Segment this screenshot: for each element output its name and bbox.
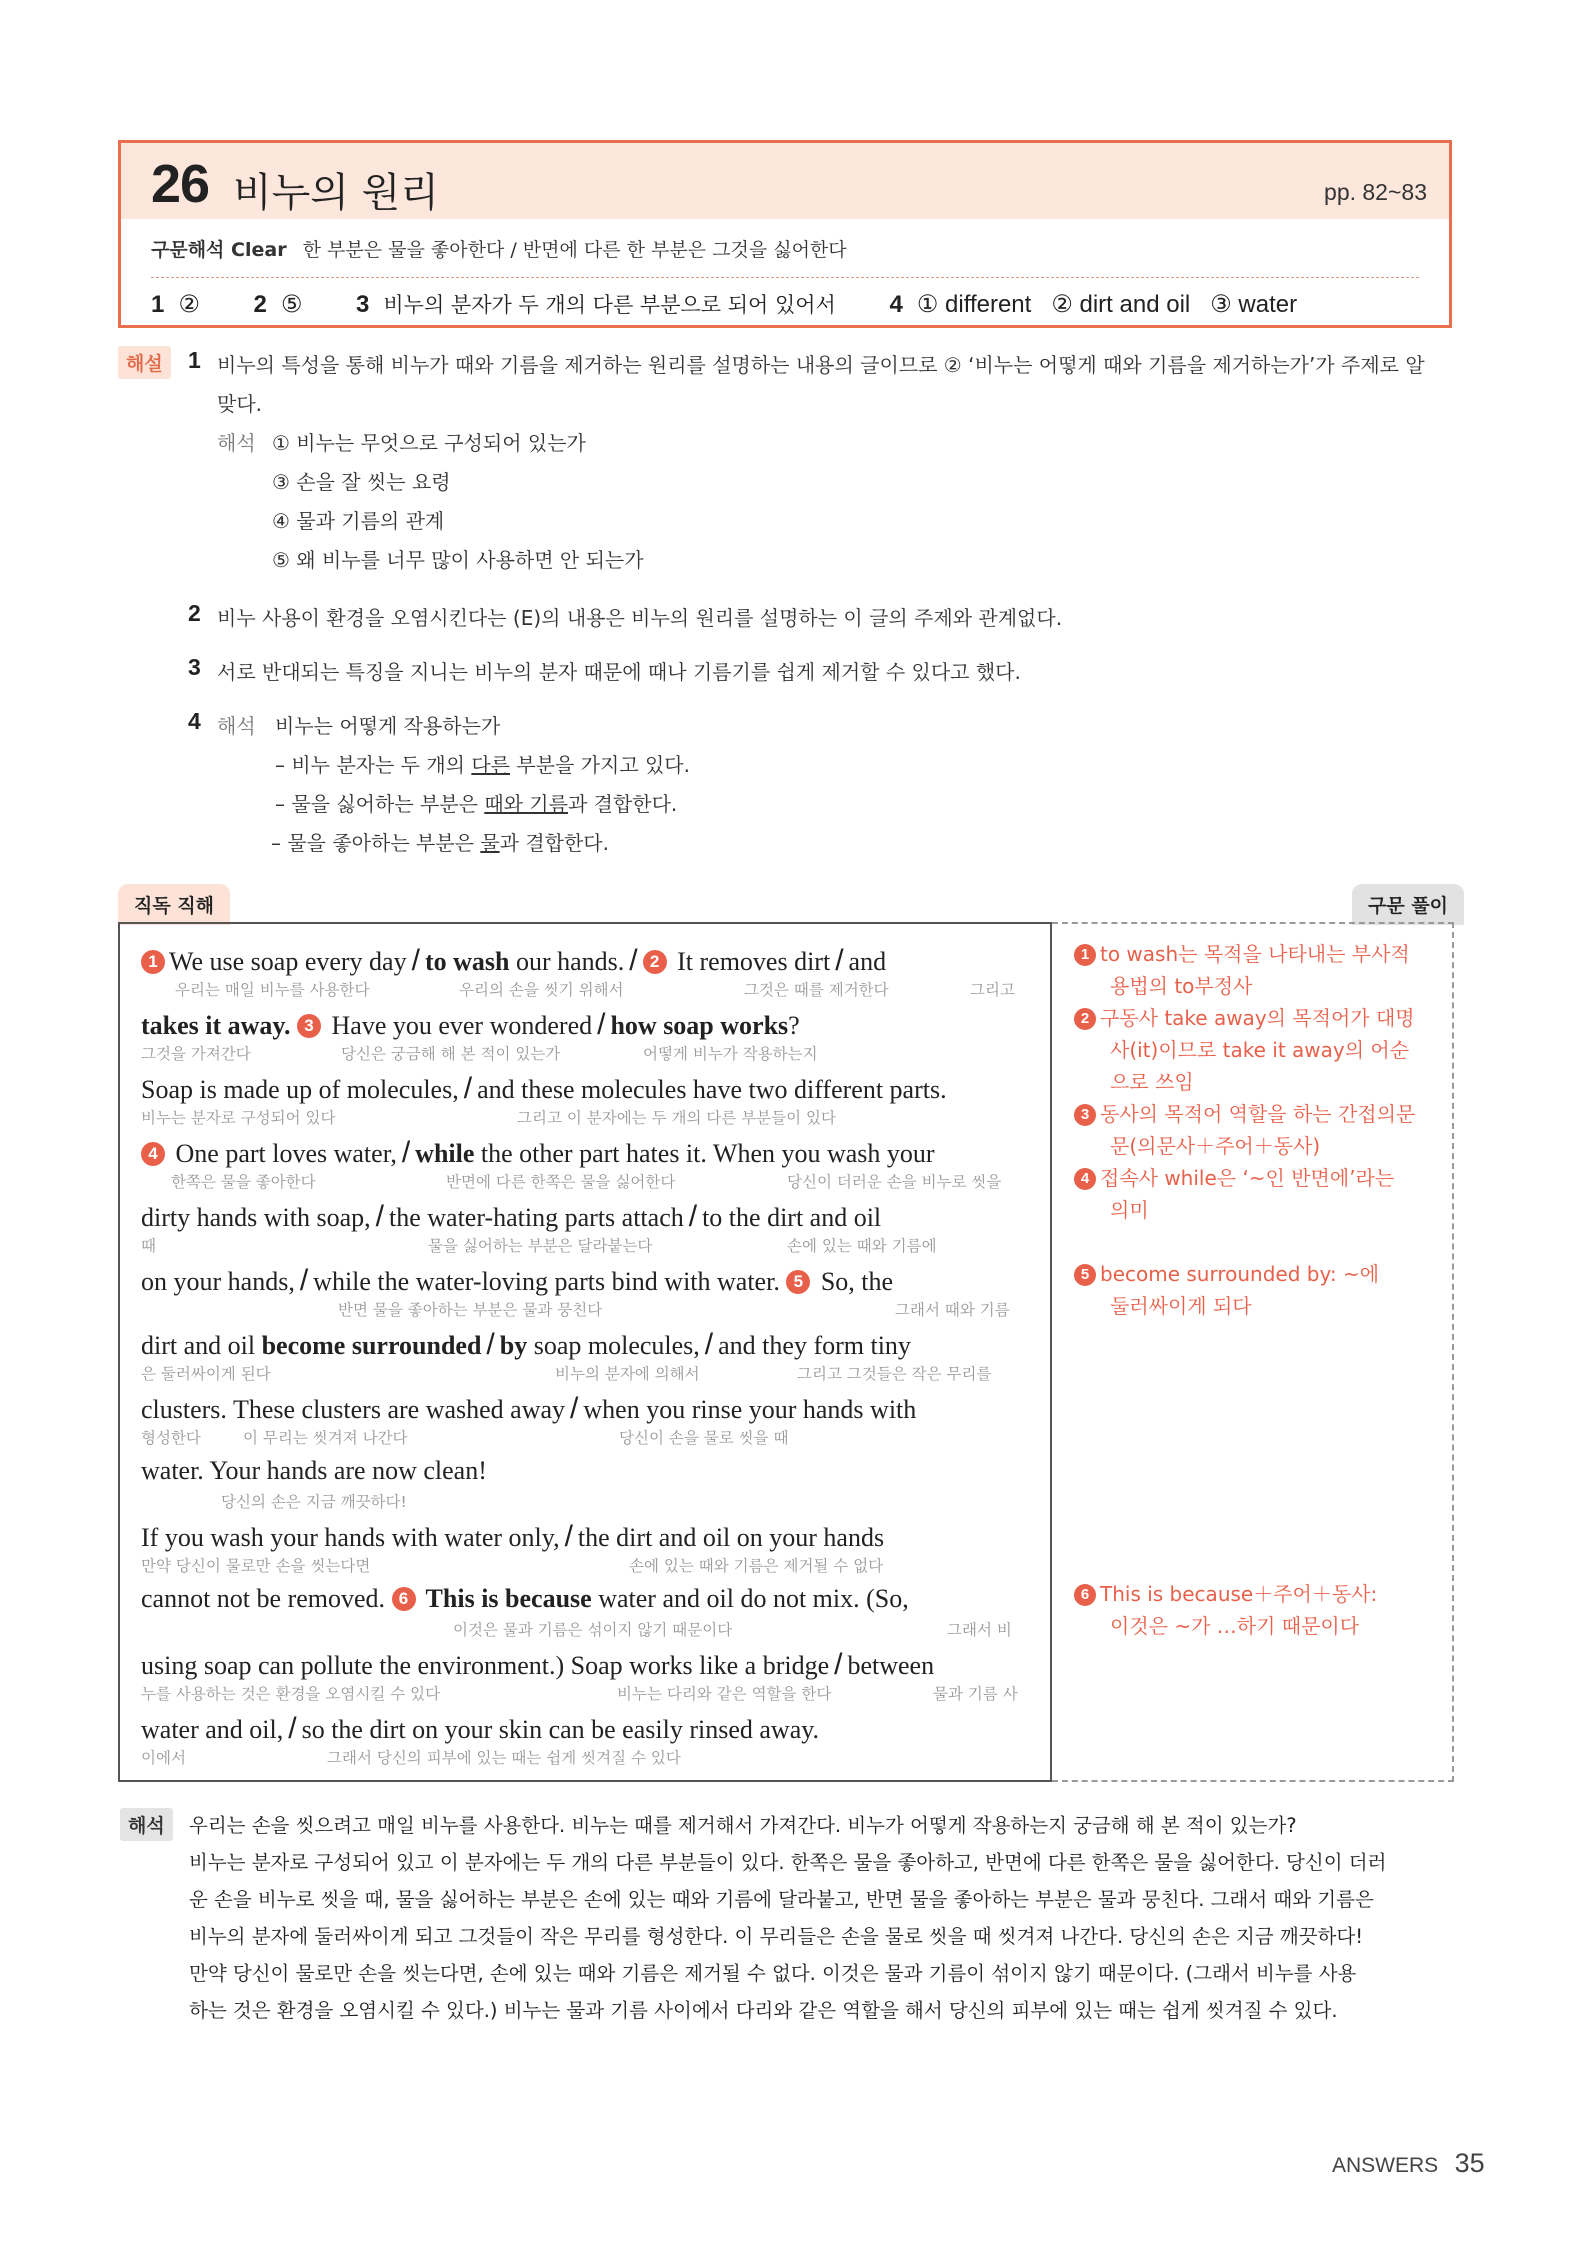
korean-gloss: 우리는 매일 비누를 사용한다 xyxy=(175,981,370,999)
q2-text: 비누 사용이 환경을 오염시킨다는 (E)의 내용은 비누의 원리를 설명하는 이 글의 주제와 관계없다. xyxy=(217,606,1063,630)
q1-option-4: ④ 물과 기름의 관계 xyxy=(272,509,445,533)
english-line xyxy=(141,1264,893,1298)
english-chunk: clusters. These clusters are washed away xyxy=(141,1395,566,1424)
english-line xyxy=(141,1008,800,1042)
chunk-separator: / xyxy=(564,1520,573,1553)
note-number-marker: 5 xyxy=(1074,1264,1096,1286)
translation-badge: 해석 xyxy=(120,1808,173,1841)
korean-gloss: 이것은 물과 기름은 섞이지 않기 때문이다 xyxy=(453,1621,733,1639)
chunk-separator: / xyxy=(704,1328,714,1361)
sentence-number-marker: 3 xyxy=(297,1014,321,1038)
english-chunk: the other part hates it. When you wash your xyxy=(474,1139,935,1168)
korean-gloss: 그리고 xyxy=(970,981,1015,999)
korean-gloss: 때 xyxy=(141,1237,156,1255)
korean-gloss: 비누는 분자로 구성되어 있다 xyxy=(141,1109,336,1127)
english-chunk: cannot not be removed. xyxy=(141,1584,392,1613)
english-chunk: soap molecules, xyxy=(527,1331,700,1360)
korean-gloss-line xyxy=(141,1426,1031,1448)
answer-4: ① different ② dirt and oil ③ water xyxy=(916,291,1298,318)
q4-line-3: – 물을 좋아하는 부분은 물과 결합한다. xyxy=(271,831,609,855)
korean-gloss: 손에 있는 때와 기름에 xyxy=(787,1237,937,1255)
korean-gloss: 당신의 손은 지금 깨끗하다! xyxy=(221,1493,407,1511)
english-chunk: ? xyxy=(788,1011,800,1040)
translation-line-3: 운 손을 비누로 씻을 때, 물을 싫어하는 부분은 손에 있는 때와 기름에 달라붙고, 반면 물을 좋아하는 부분은 물과 뭉친다. 그래서 때와 기름은 xyxy=(189,1888,1374,1911)
english-line xyxy=(141,1520,884,1554)
korean-gloss: 그래서 당신의 피부에 있는 때는 쉽게 씻겨질 수 있다 xyxy=(327,1749,681,1767)
korean-gloss: 손에 있는 때와 기름은 제거될 수 없다 xyxy=(629,1557,884,1575)
answer-2-number: 2 xyxy=(253,291,267,318)
note-text: 사(it)이므로 take it away의 어순 xyxy=(1110,1038,1410,1062)
note-text: to wash는 목적을 나타내는 부사적 xyxy=(1100,942,1410,966)
korean-gloss: 비누의 분자에 의해서 xyxy=(555,1365,700,1383)
korean-gloss: 그것을 가져간다 xyxy=(141,1045,251,1063)
english-chunk: Soap is made up of molecules, xyxy=(141,1075,459,1104)
note-text: 의미 xyxy=(1110,1198,1149,1222)
korean-gloss: 물을 싫어하는 부분은 달라붙는다 xyxy=(428,1237,653,1255)
english-chunk: water and oil, xyxy=(141,1715,284,1744)
footer xyxy=(1332,2148,1485,2179)
korean-gloss: 이 무리는 씻겨져 나간다 xyxy=(243,1429,408,1447)
english-chunk: how soap works xyxy=(610,1011,789,1040)
korean-gloss-line xyxy=(141,1618,1031,1640)
sentence-number-marker: 1 xyxy=(141,950,165,974)
korean-gloss: 반면에 다른 한쪽은 물을 싫어한다 xyxy=(446,1173,676,1191)
note-text: 접속사 while은 ‘~인 반면에’라는 xyxy=(1100,1166,1395,1190)
english-chunk: to wash xyxy=(424,947,510,976)
english-line xyxy=(141,1648,934,1682)
answer-1: ② xyxy=(178,290,200,318)
english-line xyxy=(141,944,886,978)
korean-gloss: 당신이 손을 물로 씻을 때 xyxy=(619,1429,789,1447)
q3-number: 3 xyxy=(188,654,201,680)
footer-label: ANSWERS xyxy=(1332,2154,1439,2177)
chunk-separator: / xyxy=(401,1136,411,1169)
english-chunk: when you rinse your hands with xyxy=(583,1395,917,1424)
q3-text: 서로 반대되는 특징을 지니는 비누의 분자 때문에 때나 기름기를 쉽게 제거할 수 있다고 했다. xyxy=(217,660,1021,684)
grammar-note xyxy=(1074,1098,1444,1162)
korean-gloss: 이에서 xyxy=(141,1749,186,1767)
english-line xyxy=(141,1584,909,1614)
english-chunk: dirty hands with soap, xyxy=(141,1203,371,1232)
chunk-separator: / xyxy=(463,1072,473,1105)
note-text: 이것은 ~가 …하기 때문이다 xyxy=(1110,1614,1360,1638)
chunk-separator: / xyxy=(411,944,420,977)
english-chunk: If you wash your hands with water only, xyxy=(141,1523,560,1552)
chunk-separator: / xyxy=(629,944,638,977)
chunk-separator: / xyxy=(288,1712,297,1745)
english-chunk: while the water-loving parts bind with water. xyxy=(313,1267,787,1296)
korean-gloss: 은 둘러싸이게 된다 xyxy=(141,1365,271,1383)
translation-line-6: 하는 것은 환경을 오염시킬 수 있다.) 비누는 물과 기름 사이에서 다리와 같은 역할을 해서 당신의 피부에 있는 때는 쉽게 씻겨질 수 있다. xyxy=(189,1999,1338,2022)
english-chunk: and they form tiny xyxy=(718,1331,911,1360)
english-chunk: Have you ever wondered xyxy=(325,1011,593,1040)
chunk-separator: / xyxy=(688,1200,698,1233)
english-chunk: This is because xyxy=(419,1584,592,1613)
english-chunk: takes it away. xyxy=(141,1011,291,1040)
clear-label: 구문해석 Clear xyxy=(151,239,287,261)
answer-1-number: 1 xyxy=(151,291,165,318)
korean-gloss: 어떻게 비누가 작용하는지 xyxy=(643,1045,818,1063)
q4-translation-label: 해석 xyxy=(217,714,256,738)
q4-line-1: – 비누 분자는 두 개의 다른 부분을 가지고 있다. xyxy=(275,753,690,777)
dashed-divider xyxy=(151,277,1419,278)
english-line xyxy=(141,1392,916,1426)
note-text: 으로 쓰임 xyxy=(1110,1070,1194,1094)
korean-gloss: 만약 당신이 물로만 손을 씻는다면 xyxy=(141,1557,371,1575)
explanation-badge: 해설 xyxy=(118,346,171,379)
q1-option-3: ③ 손을 잘 씻는 요령 xyxy=(272,470,451,494)
english-chunk: One part loves water, xyxy=(169,1139,397,1168)
english-line xyxy=(141,1072,947,1106)
korean-gloss: 한쪽은 물을 좋아한다 xyxy=(171,1173,316,1191)
grammar-note xyxy=(1074,1162,1444,1226)
note-number-marker: 3 xyxy=(1074,1104,1096,1126)
clear-row xyxy=(151,235,847,262)
english-line xyxy=(141,1200,881,1234)
english-chunk: water and oil do not mix. (So, xyxy=(591,1584,909,1613)
english-chunk: using soap can pollute the environment.) Soap works like a bridge xyxy=(141,1651,830,1680)
english-chunk: and these molecules have two different parts. xyxy=(477,1075,947,1104)
answer-2: ⑤ xyxy=(280,290,303,318)
q1-text-line2: 맞다. xyxy=(217,392,262,416)
korean-gloss: 그리고 이 분자에는 두 개의 다른 부분들이 있다 xyxy=(517,1109,836,1127)
note-text: 구동사 take away의 목적어가 대명 xyxy=(1100,1006,1415,1030)
korean-gloss: 그것은 때를 제거한다 xyxy=(744,981,889,999)
korean-gloss-line xyxy=(141,978,1031,1000)
chunk-separator: / xyxy=(570,1392,579,1425)
q4-number: 4 xyxy=(188,708,201,734)
korean-gloss-line xyxy=(141,1170,1031,1192)
lesson-title: 비누의 원리 xyxy=(233,170,439,216)
korean-gloss: 누를 사용하는 것은 환경을 오염시킬 수 있다 xyxy=(141,1685,441,1703)
answer-3-number: 3 xyxy=(356,291,370,318)
sentence-number-marker: 5 xyxy=(786,1270,810,1294)
sentence-number-marker: 6 xyxy=(392,1587,416,1611)
q4-line-2: – 물을 싫어하는 부분은 때와 기름과 결합한다. xyxy=(275,792,678,816)
note-number-marker: 1 xyxy=(1074,944,1096,966)
translation-line-4: 비누의 분자에 둘러싸이게 되고 그것들이 작은 무리를 형성한다. 이 무리들은 손을 물로 씻을 때 씻겨져 나간다. 당신의 손은 지금 깨끗하다! xyxy=(189,1925,1364,1948)
direct-reading-tab: 직독 직해 xyxy=(118,884,230,925)
page-range: pp. 82~83 xyxy=(1324,179,1427,205)
note-number-marker: 4 xyxy=(1074,1168,1096,1190)
korean-gloss-line xyxy=(141,1682,1031,1704)
q2-number: 2 xyxy=(188,600,201,626)
english-line xyxy=(141,1712,819,1746)
note-number-marker: 6 xyxy=(1074,1584,1096,1606)
korean-gloss: 반면 물을 좋아하는 부분은 물과 뭉친다 xyxy=(338,1301,603,1319)
grammar-note xyxy=(1074,1002,1444,1098)
korean-gloss: 비누는 다리와 같은 역할을 한다 xyxy=(617,1685,832,1703)
korean-gloss-line xyxy=(141,1490,1031,1512)
korean-gloss: 당신은 궁금해 해 본 적이 있는가 xyxy=(341,1045,561,1063)
lesson-number: 26 xyxy=(151,154,210,214)
english-chunk: the water-hating parts attach xyxy=(389,1203,684,1232)
q1-option-5: ⑤ 왜 비누를 너무 많이 사용하면 안 되는가 xyxy=(272,548,644,572)
chunk-separator: / xyxy=(486,1328,495,1361)
answer-header-box xyxy=(118,140,1452,328)
english-chunk: between xyxy=(847,1651,935,1680)
korean-gloss: 그래서 때와 기름 xyxy=(895,1301,1010,1319)
note-text: This is because＋주어＋동사: xyxy=(1100,1582,1378,1606)
q1-text-line1: 비누의 특성을 통해 비누가 때와 기름을 제거하는 원리를 설명하는 내용의 글이므로 ② ‘비누는 어떻게 때와 기름을 제거하는가’가 주제로 알 xyxy=(217,353,1425,377)
chunk-separator: / xyxy=(834,1648,843,1681)
chunk-separator: / xyxy=(835,944,844,977)
page-number: 35 xyxy=(1454,2148,1485,2178)
korean-gloss: 우리의 손을 씻기 위해서 xyxy=(459,981,624,999)
english-chunk: and xyxy=(848,947,887,976)
english-chunk: by xyxy=(499,1331,528,1360)
korean-gloss-line xyxy=(141,1362,1031,1384)
grammar-note xyxy=(1074,938,1444,1002)
sentence-number-marker: 2 xyxy=(643,950,667,974)
korean-gloss: 형성한다 xyxy=(141,1429,201,1447)
q4-title: 비누는 어떻게 작용하는가 xyxy=(275,714,501,738)
english-chunk: become surrounded xyxy=(261,1331,482,1360)
english-chunk: We use soap every day xyxy=(169,947,407,976)
note-text: become surrounded by: ~에 xyxy=(1100,1262,1380,1286)
sentence-number-marker: 4 xyxy=(141,1142,165,1166)
note-text: 동사의 목적어 역할을 하는 간접의문 xyxy=(1100,1102,1416,1126)
english-chunk: to the dirt and oil xyxy=(702,1203,882,1232)
korean-gloss-line xyxy=(141,1746,1031,1768)
korean-gloss: 그리고 그것들은 작은 무리를 xyxy=(797,1365,992,1383)
note-text: 둘러싸이게 되다 xyxy=(1110,1294,1252,1318)
chunk-separator: / xyxy=(299,1264,309,1297)
korean-gloss-line xyxy=(141,1298,1031,1320)
answers-row xyxy=(151,289,1297,319)
english-chunk: the dirt and oil on your hands xyxy=(577,1523,885,1552)
chunk-separator: / xyxy=(597,1008,606,1041)
q1-translation-label: 해석 xyxy=(217,431,256,455)
note-number-marker: 2 xyxy=(1074,1008,1096,1030)
korean-gloss-line xyxy=(141,1234,1031,1256)
english-chunk: dirt and oil xyxy=(141,1331,262,1360)
translation-line-1: 우리는 손을 씻으려고 매일 비누를 사용한다. 비누는 때를 제거해서 가져간다. 비누가 어떻게 작용하는지 궁금해 해 본 적이 있는가? xyxy=(189,1814,1297,1837)
grammar-note xyxy=(1074,1578,1444,1642)
translation-line-2: 비누는 분자로 구성되어 있고 이 분자에는 두 개의 다른 부분들이 있다. 한쪽은 물을 좋아하고, 반면에 다른 한쪽은 물을 싫어한다. 당신이 더러 xyxy=(189,1851,1387,1874)
korean-gloss-line xyxy=(141,1042,1031,1064)
q1-option-1: ① 비누는 무엇으로 구성되어 있는가 xyxy=(272,431,586,455)
q1-number: 1 xyxy=(188,347,201,373)
korean-gloss: 당신이 더러운 손을 비누로 씻을 xyxy=(787,1173,1002,1191)
english-chunk: water. Your hands are now clean! xyxy=(141,1456,487,1485)
english-line xyxy=(141,1136,935,1170)
korean-gloss-line xyxy=(141,1106,1031,1128)
chunk-separator: / xyxy=(375,1200,384,1233)
korean-gloss: 그래서 비 xyxy=(947,1621,1012,1639)
answer-4-number: 4 xyxy=(889,291,903,318)
english-chunk: our hands. xyxy=(509,947,625,976)
grammar-note xyxy=(1074,1258,1444,1322)
english-chunk: on your hands, xyxy=(141,1267,295,1296)
clear-text: 한 부분은 물을 좋아한다 / 반면에 다른 한 부분은 그것을 싫어한다 xyxy=(302,239,847,261)
grammar-notes-tab: 구문 풀이 xyxy=(1352,884,1464,925)
note-text: 용법의 to부정사 xyxy=(1110,974,1253,998)
answer-3: 비누의 분자가 두 개의 다른 부분으로 되어 있어서 xyxy=(383,293,836,317)
note-text: 문(의문사＋주어＋동사) xyxy=(1110,1134,1321,1158)
english-chunk: while xyxy=(415,1139,475,1168)
english-line xyxy=(141,1328,911,1362)
english-chunk: so the dirt on your skin can be easily rinsed away. xyxy=(301,1715,820,1744)
english-chunk: It removes dirt xyxy=(670,947,831,976)
translation-line-5: 만약 당신이 물로만 손을 씻는다면, 손에 있는 때와 기름은 제거될 수 없다. 이것은 물과 기름이 섞이지 않기 때문이다. (그래서 비누를 사용 xyxy=(189,1962,1357,1985)
english-chunk: So, the xyxy=(814,1267,894,1296)
english-line xyxy=(141,1456,487,1486)
korean-gloss: 물과 기름 사 xyxy=(933,1685,1018,1703)
korean-gloss-line xyxy=(141,1554,1031,1576)
